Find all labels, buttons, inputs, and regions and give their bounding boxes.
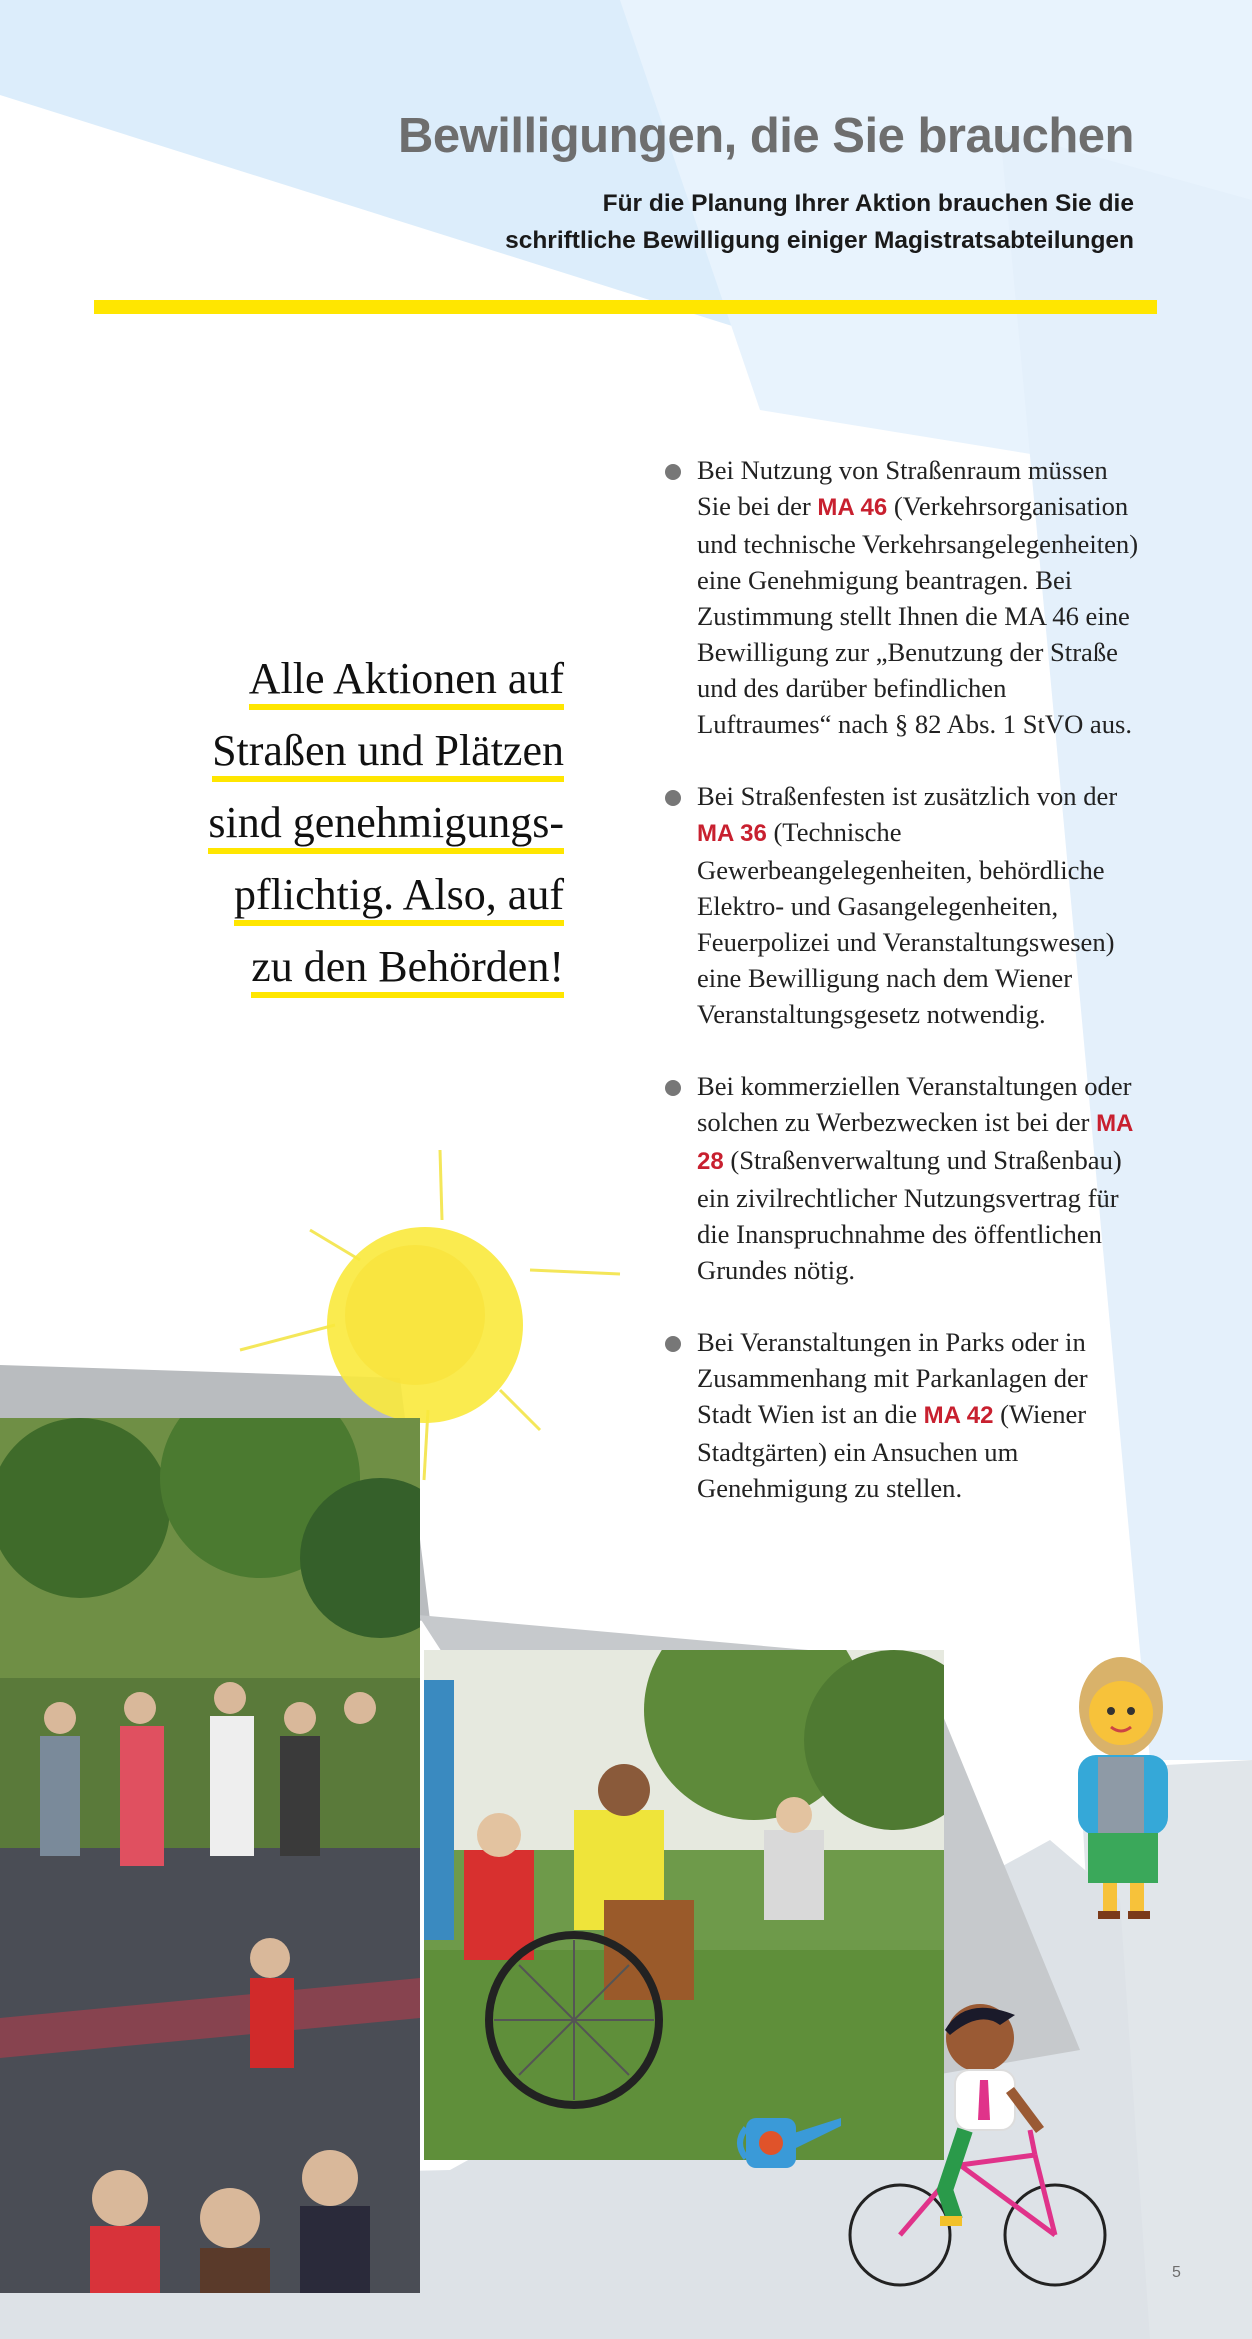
quote-line: zu den Behörden! (251, 942, 564, 998)
boy-on-bicycle-icon (840, 1990, 1120, 2290)
ma-badge: MA 28 (697, 1110, 1133, 1175)
subtitle-line: schriftliche Bewilligung einiger Magistratsabteilungen (505, 227, 1134, 254)
bullet-text: Bei Straßenfesten ist zusätzlich von der (697, 781, 1118, 811)
quote-line: Alle Aktionen auf (249, 654, 564, 710)
ma-badge: MA 36 (697, 820, 767, 847)
bullet-text: (Straßenverwaltung und Straßenbau) ein zivilrechtlicher Nutzungsvertrag für die Inanspruchnahme des öffentlichen Grundes nötig. (697, 1145, 1122, 1285)
bullet-dot-icon (665, 464, 681, 480)
pull-quote (150, 643, 564, 1003)
page-subtitle (234, 185, 1134, 259)
quote-line: pflichtig. Also, auf (234, 870, 564, 926)
bullet-text: Bei kommerziellen Veranstaltungen oder solchen zu Werbezwecken ist bei der (697, 1071, 1132, 1137)
list-item (664, 452, 1144, 742)
list-item (664, 778, 1144, 1032)
bullet-dot-icon (665, 1336, 681, 1352)
quote-line: sind genehmigungs- (208, 798, 564, 854)
list-item (664, 1324, 1144, 1506)
bullet-text: Bei Veranstaltungen in Parks oder in Zusammenhang mit Parkanlagen der Stadt Wien ist an die (697, 1327, 1088, 1429)
list-item (664, 1068, 1144, 1288)
bullet-dot-icon (665, 790, 681, 806)
bullet-dot-icon (665, 1080, 681, 1096)
watering-can-icon (736, 2108, 846, 2178)
subtitle-line: Für die Planung Ihrer Aktion brauchen Sie die (602, 190, 1134, 217)
street-festival-photo (0, 1418, 420, 2293)
bullet-text: (Wiener Stadtgärten) ein Ansuchen um Genehmigung zu stellen. (697, 1399, 1087, 1503)
quote-line: Straßen und Plätzen (212, 726, 564, 782)
bullet-text: (Verkehrsorganisation und technische Verkehrsangelegenheiten) eine Genehmigung beantragen. Bei Zustimmung stellt Ihnen die MA 46 eine Bewilligung zur „Benutzung der Straße und des darüber befindlichen Luftraumes“ nach § 82 Abs. 1 StVO aus. (697, 491, 1139, 739)
permit-list (664, 452, 1144, 1542)
bullet-text: Bei Nutzung von Straßenraum müssen Sie bei der (697, 455, 1108, 521)
page-number: 5 (1172, 2264, 1181, 2281)
yellow-divider (94, 300, 1157, 314)
ma-badge: MA 46 (817, 494, 888, 521)
girl-character-icon (1058, 1655, 1188, 1925)
ma-badge: MA 42 (923, 1402, 994, 1429)
bullet-text: (Technische Gewerbeangelegenheiten, behördliche Elektro- und Gasangelegenheiten, Feuerpolizei und Veranstaltungswesen) eine Bewilligung nach dem Wiener Veranstaltungsgesetz notwendig. (697, 817, 1115, 1029)
page-title: Bewilligungen, die Sie brauchen (398, 109, 1134, 163)
